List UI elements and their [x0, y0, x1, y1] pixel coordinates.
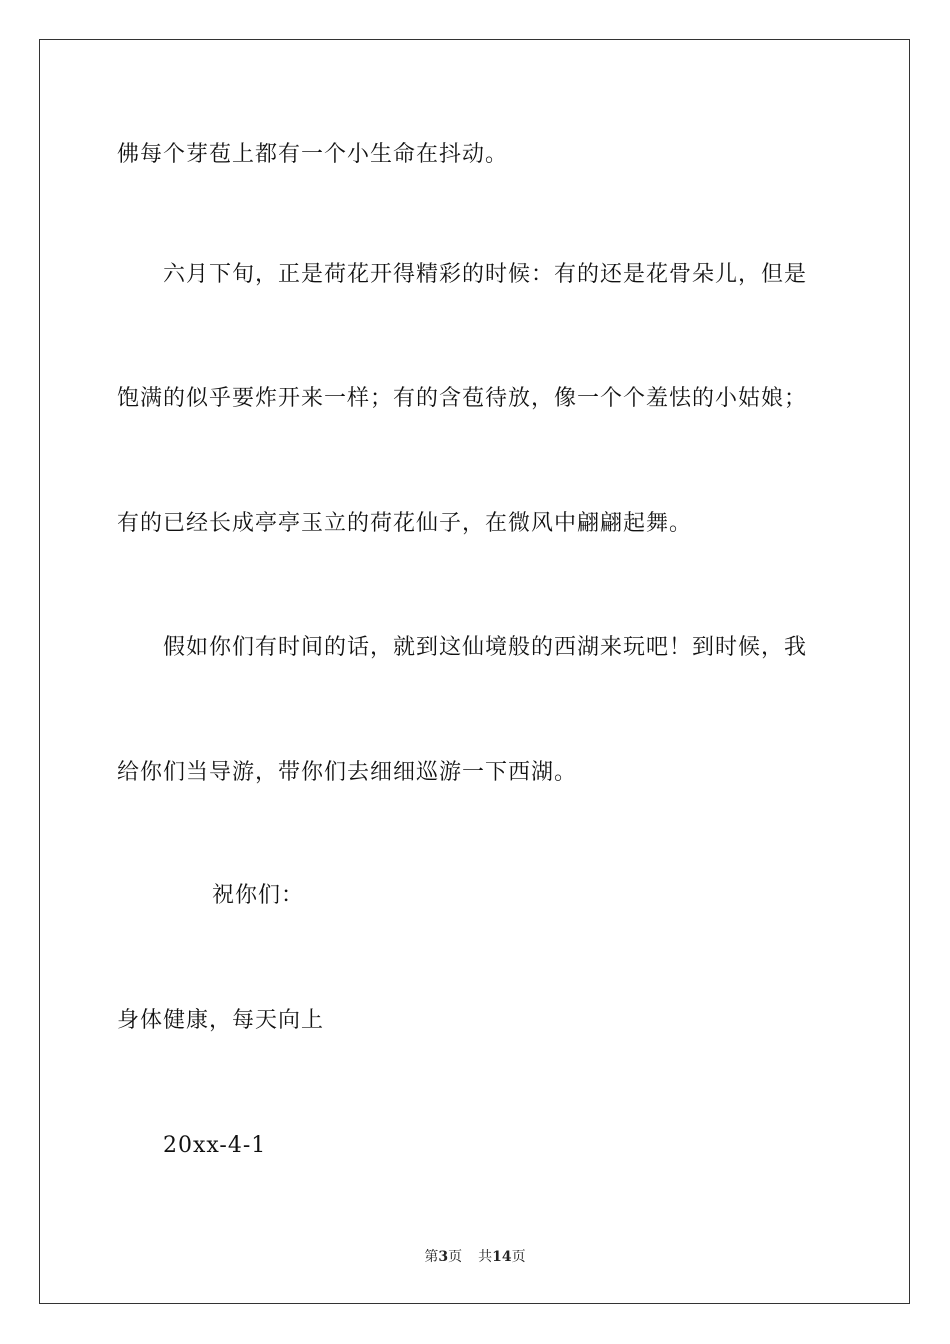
footer-total-pages: 14 — [492, 1249, 512, 1265]
paragraph-line-6: 给你们当导游，带你们去细细巡游一下西湖。 — [117, 760, 578, 785]
page-border — [39, 39, 910, 1304]
footer-total-suffix: 页 — [511, 1249, 526, 1265]
paragraph-line-5: 假如你们有时间的话，就到这仙境般的西湖来玩吧！到时候，我 — [163, 635, 808, 660]
closing-greeting: 祝你们： — [212, 883, 305, 908]
letter-date: 20xx-4-1 — [163, 1133, 267, 1158]
footer-page-number: 3 — [438, 1249, 449, 1265]
paragraph-line-1: 佛每个芽苞上都有一个小生命在抖动。 — [117, 142, 509, 167]
closing-wish: 身体健康，每天向上 — [117, 1008, 325, 1033]
paragraph-line-2: 六月下旬，正是荷花开得精彩的时候：有的还是花骨朵儿，但是 — [163, 262, 808, 287]
page-footer — [0, 1247, 950, 1267]
paragraph-line-4: 有的已经长成亭亭玉立的荷花仙子，在微风中翩翩起舞。 — [117, 511, 693, 536]
paragraph-line-3: 饱满的似乎要炸开来一样；有的含苞待放，像一个个羞怯的小姑娘； — [117, 386, 808, 411]
footer-page-suffix: 页 — [448, 1249, 463, 1265]
footer-page-prefix: 第 — [424, 1249, 439, 1265]
footer-total-prefix: 共 — [478, 1249, 493, 1265]
